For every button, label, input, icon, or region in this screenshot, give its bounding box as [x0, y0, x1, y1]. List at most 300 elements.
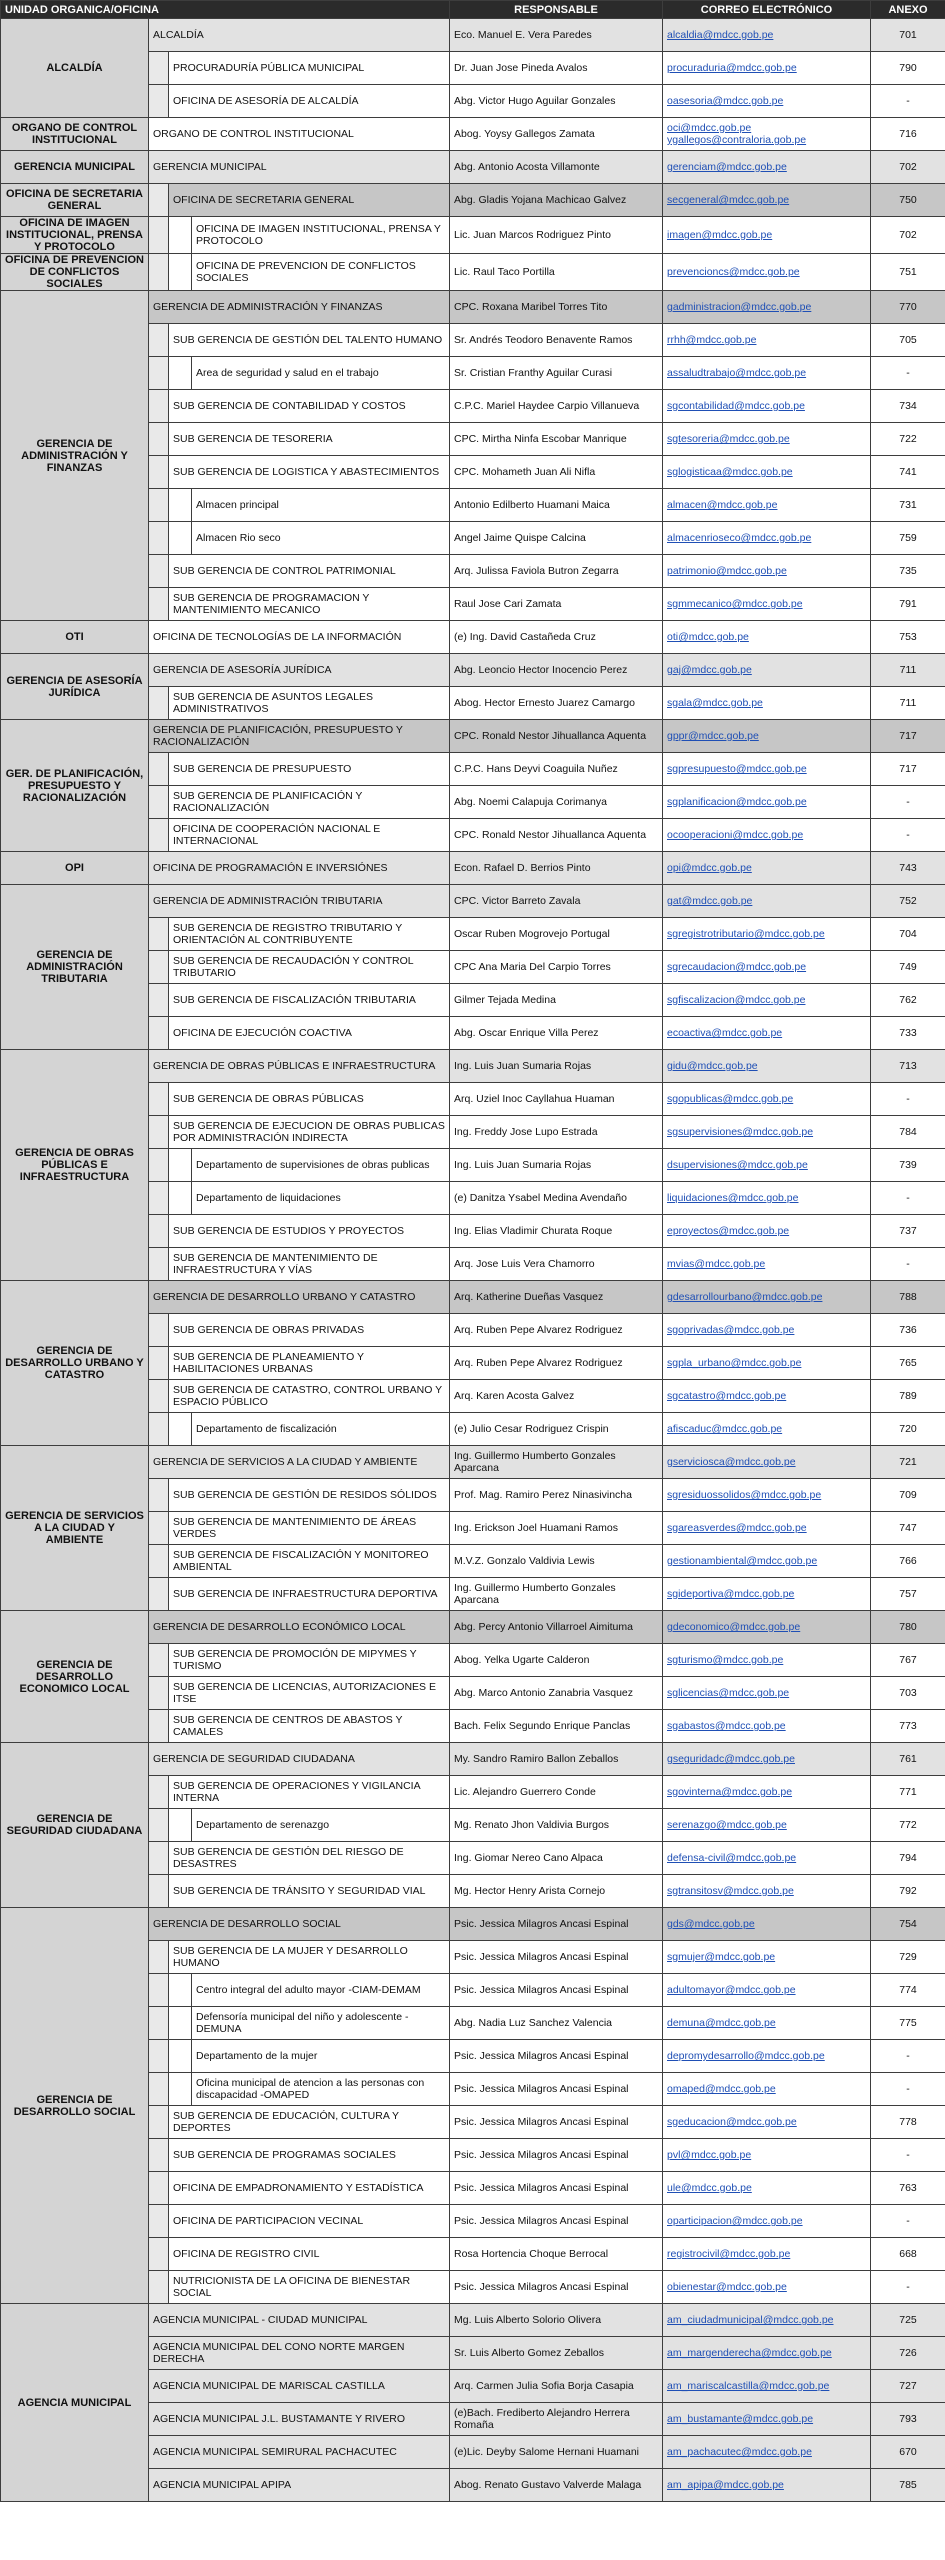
email-link[interactable]: alcaldia@mdcc.gob.pe	[667, 29, 774, 41]
annex-number: -	[871, 357, 945, 390]
office-name: Departamento de la mujer	[192, 2040, 450, 2073]
responsible-name: Psic. Jessica Milagros Ancasi Espinal	[450, 2073, 663, 2106]
table-row	[1, 654, 945, 687]
email-cell	[663, 885, 871, 918]
email-link[interactable]: sglicencias@mdcc.gob.pe	[667, 1687, 790, 1699]
responsible-name: CPC. Ronald Nestor Jihuallanca Aquenta	[450, 819, 663, 852]
email-cell	[663, 1677, 871, 1710]
indent-spacer	[149, 1380, 169, 1413]
responsible-name: Sr. Luis Alberto Gomez Zeballos	[450, 2337, 663, 2370]
office-name: NUTRICIONISTA DE LA OFICINA DE BIENESTAR SOCIAL	[169, 2271, 450, 2304]
responsible-name: Psic. Jessica Milagros Ancasi Espinal	[450, 2205, 663, 2238]
annex-number: 717	[871, 720, 945, 753]
email-link[interactable]: oasesoria@mdcc.gob.pe	[667, 95, 784, 107]
office-name: Almacen Rio seco	[192, 522, 450, 555]
group-name: GERENCIA DE OBRAS PÚBLICAS E INFRAESTRUCTURA	[1, 1050, 149, 1281]
email-cell	[663, 151, 871, 184]
email-link[interactable]: sgopublicas@mdcc.gob.pe	[667, 1093, 794, 1105]
email-link[interactable]: ocooperacioni@mdcc.gob.pe	[667, 829, 804, 841]
email-link[interactable]: almacenrioseco@mdcc.gob.pe	[667, 532, 812, 544]
office-name: OFICINA DE ASESORÍA DE ALCALDÍA	[169, 85, 450, 118]
office-name: AGENCIA MUNICIPAL DEL CONO NORTE MARGEN DERECHA	[149, 2337, 450, 2370]
email-cell	[663, 2073, 871, 2106]
email-link[interactable]: imagen@mdcc.gob.pe	[667, 229, 773, 241]
office-name: Departamento de liquidaciones	[192, 1182, 450, 1215]
annex-number: 784	[871, 1116, 945, 1149]
email-link[interactable]: sgfiscalizacion@mdcc.gob.pe	[667, 994, 806, 1006]
annex-number: 736	[871, 1314, 945, 1347]
responsible-name: Dr. Juan Jose Pineda Avalos	[450, 52, 663, 85]
office-name: SUB GERENCIA DE OBRAS PÚBLICAS	[169, 1083, 450, 1116]
email-cell	[663, 2337, 871, 2370]
responsible-name: Prof. Mag. Ramiro Perez Ninasivincha	[450, 1479, 663, 1512]
email-cell	[663, 1875, 871, 1908]
email-link[interactable]: gppr@mdcc.gob.pe	[667, 730, 759, 742]
indent-spacer	[149, 2040, 169, 2073]
office-name: SUB GERENCIA DE GESTIÓN DEL RIESGO DE DESASTRES	[169, 1842, 450, 1875]
email-link[interactable]: mvias@mdcc.gob.pe	[667, 1258, 766, 1270]
annex-number: 741	[871, 456, 945, 489]
office-name: SUB GERENCIA DE GESTIÓN DE RESIDOS SÓLIDOS	[169, 1479, 450, 1512]
annex-number: 780	[871, 1611, 945, 1644]
annex-number: -	[871, 2271, 945, 2304]
office-name: OFICINA DE SECRETARIA GENERAL	[169, 184, 450, 217]
annex-number: 668	[871, 2238, 945, 2271]
office-name: SUB GERENCIA DE PROMOCIÓN DE MIPYMES Y TURISMO	[169, 1644, 450, 1677]
email-link[interactable]: sgoprivadas@mdcc.gob.pe	[667, 1324, 795, 1336]
email-link[interactable]: prevencioncs@mdcc.gob.pe	[667, 266, 800, 278]
email-link[interactable]: sgmujer@mdcc.gob.pe	[667, 1951, 776, 1963]
responsible-name: Ing. Luis Juan Sumaria Rojas	[450, 1050, 663, 1083]
office-name: Oficina municipal de atencion a las personas con discapacidad -OMAPED	[192, 2073, 450, 2106]
email-cell	[663, 254, 871, 291]
email-link[interactable]: oti@mdcc.gob.pe	[667, 631, 749, 643]
email-cell	[663, 621, 871, 654]
email-cell	[663, 1380, 871, 1413]
email-cell	[663, 1116, 871, 1149]
email-link[interactable]: defensa-civil@mdcc.gob.pe	[667, 1852, 797, 1864]
office-name: SUB GERENCIA DE LA MUJER Y DESARROLLO HUMANO	[169, 1941, 450, 1974]
office-name: SUB GERENCIA DE FISCALIZACIÓN TRIBUTARIA	[169, 984, 450, 1017]
indent-spacer	[149, 786, 169, 819]
office-name: AGENCIA MUNICIPAL APIPA	[149, 2469, 450, 2502]
email-link[interactable]: am_bustamante@mdcc.gob.pe	[667, 2413, 814, 2425]
responsible-name: Abg. Gladis Yojana Machicao Galvez	[450, 184, 663, 217]
annex-number: 701	[871, 19, 945, 52]
group-name: OFICINA DE PREVENCION DE CONFLICTOS SOCIALES	[1, 254, 149, 291]
email-link[interactable]: sgcontabilidad@mdcc.gob.pe	[667, 400, 805, 412]
annex-number: 789	[871, 1380, 945, 1413]
office-name: GERENCIA DE ASESORÍA JURÍDICA	[149, 654, 450, 687]
indent-spacer	[169, 1809, 192, 1842]
email-cell	[663, 1413, 871, 1446]
responsible-name: Sr. Cristian Franthy Aguilar Curasi	[450, 357, 663, 390]
responsible-name: M.V.Z. Gonzalo Valdivia Lewis	[450, 1545, 663, 1578]
table-row	[1, 1908, 945, 1941]
office-name: SUB GERENCIA DE TESORERIA	[169, 423, 450, 456]
email-link[interactable]: assaludtrabajo@mdcc.gob.pe	[667, 367, 807, 379]
email-cell	[663, 456, 871, 489]
indent-spacer	[149, 423, 169, 456]
office-name: SUB GERENCIA DE CENTROS DE ABASTOS Y CAMALES	[169, 1710, 450, 1743]
email-link[interactable]: obienestar@mdcc.gob.pe	[667, 2281, 787, 2293]
email-link[interactable]: patrimonio@mdcc.gob.pe	[667, 565, 787, 577]
table-row	[1, 254, 945, 291]
annex-number: 739	[871, 1149, 945, 1182]
annex-number: 778	[871, 2106, 945, 2139]
header-unit: UNIDAD ORGANICA/OFICINA	[1, 1, 450, 19]
annex-number: 726	[871, 2337, 945, 2370]
email-link[interactable]: am_pachacutec@mdcc.gob.pe	[667, 2446, 812, 2458]
email-link[interactable]: sgpla_urbano@mdcc.gob.pe	[667, 1357, 802, 1369]
responsible-name: Abg. Victor Hugo Aguilar Gonzales	[450, 85, 663, 118]
office-name: GERENCIA DE SERVICIOS A LA CIUDAD Y AMBIENTE	[149, 1446, 450, 1479]
responsible-name: (e)Lic. Deyby Salome Hernani Huamani	[450, 2436, 663, 2469]
email-link[interactable]: sgovinterna@mdcc.gob.pe	[667, 1786, 793, 1798]
indent-spacer	[149, 2073, 169, 2106]
indent-spacer	[149, 1644, 169, 1677]
email-cell	[663, 588, 871, 621]
email-cell	[663, 1050, 871, 1083]
responsible-name: Ing. Guillermo Humberto Gonzales Aparcana	[450, 1578, 663, 1611]
email-cell	[663, 1083, 871, 1116]
email-link[interactable]: gdeconomico@mdcc.gob.pe	[667, 1621, 801, 1633]
email-link[interactable]: pvl@mdcc.gob.pe	[667, 2149, 752, 2161]
email-link[interactable]: gadministracion@mdcc.gob.pe	[667, 301, 812, 313]
email-cell	[663, 118, 871, 151]
email-link[interactable]: gdesarrollourbano@mdcc.gob.pe	[667, 1291, 823, 1303]
responsible-name: Mg. Hector Henry Arista Cornejo	[450, 1875, 663, 1908]
email-link[interactable]: gat@mdcc.gob.pe	[667, 895, 753, 907]
email-cell	[663, 1281, 871, 1314]
group-name: OFICINA DE SECRETARIA GENERAL	[1, 184, 149, 217]
annex-number: 771	[871, 1776, 945, 1809]
indent-spacer	[149, 390, 169, 423]
annex-number: 702	[871, 151, 945, 184]
annex-number: 757	[871, 1578, 945, 1611]
office-name: SUB GERENCIA DE FISCALIZACIÓN Y MONITOREO AMBIENTAL	[169, 1545, 450, 1578]
indent-spacer	[149, 1974, 169, 2007]
responsible-name: Arq. Ruben Pepe Alvarez Rodriguez	[450, 1314, 663, 1347]
office-name: Departamento de fiscalización	[192, 1413, 450, 1446]
email-link[interactable]: sgresiduossolidos@mdcc.gob.pe	[667, 1489, 822, 1501]
email-cell	[663, 1710, 871, 1743]
office-name: SUB GERENCIA DE CONTABILIDAD Y COSTOS	[169, 390, 450, 423]
indent-spacer	[149, 1941, 169, 1974]
email-cell	[663, 687, 871, 720]
email-link[interactable]: am_mariscalcastilla@mdcc.gob.pe	[667, 2380, 830, 2392]
email-link[interactable]: sgturismo@mdcc.gob.pe	[667, 1654, 784, 1666]
email-link[interactable]: sgmmecanico@mdcc.gob.pe	[667, 598, 803, 610]
responsible-name: Angel Jaime Quispe Calcina	[450, 522, 663, 555]
indent-spacer	[149, 819, 169, 852]
email-link[interactable]: sgareasverdes@mdcc.gob.pe	[667, 1522, 807, 1534]
email-link[interactable]: depromydesarrollo@mdcc.gob.pe	[667, 2050, 825, 2062]
email-link[interactable]: sgala@mdcc.gob.pe	[667, 697, 763, 709]
email-link[interactable]: gidu@mdcc.gob.pe	[667, 1060, 758, 1072]
email-cell	[663, 1479, 871, 1512]
email-link[interactable]: sgabastos@mdcc.gob.pe	[667, 1720, 786, 1732]
annex-number: -	[871, 819, 945, 852]
office-name: SUB GERENCIA DE MANTENIMIENTO DE INFRAESTRUCTURA Y VÍAS	[169, 1248, 450, 1281]
responsible-name: Psic. Jessica Milagros Ancasi Espinal	[450, 2139, 663, 2172]
indent-spacer	[149, 1776, 169, 1809]
annex-number: 750	[871, 184, 945, 217]
office-name: OFICINA DE PROGRAMACIÓN E INVERSIÓNES	[149, 852, 450, 885]
email-link[interactable]: afiscaduc@mdcc.gob.pe	[667, 1423, 783, 1435]
email-link[interactable]: ule@mdcc.gob.pe	[667, 2182, 752, 2194]
indent-spacer	[169, 1149, 192, 1182]
responsible-name: CPC. Mirtha Ninfa Escobar Manrique	[450, 423, 663, 456]
indent-spacer	[169, 357, 192, 390]
indent-spacer	[149, 2172, 169, 2205]
email-cell	[663, 1446, 871, 1479]
annex-number: 737	[871, 1215, 945, 1248]
email-link[interactable]: gserviciosca@mdcc.gob.pe	[667, 1456, 796, 1468]
table-row	[1, 118, 945, 151]
email-link[interactable]: dsupervisiones@mdcc.gob.pe	[667, 1159, 808, 1171]
indent-spacer	[169, 217, 192, 254]
annex-number: 711	[871, 687, 945, 720]
office-name: SUB GERENCIA DE MANTENIMIENTO DE ÁREAS VERDES	[169, 1512, 450, 1545]
office-name: GERENCIA DE DESARROLLO URBANO Y CATASTRO	[149, 1281, 450, 1314]
email-link[interactable]: sgregistrotributario@mdcc.gob.pe	[667, 928, 825, 940]
responsible-name: Abg. Percy Antonio Villarroel Aimituma	[450, 1611, 663, 1644]
email-link[interactable]: sgtesoreria@mdcc.gob.pe	[667, 433, 790, 445]
annex-number: 727	[871, 2370, 945, 2403]
email-link[interactable]: sgtransitosv@mdcc.gob.pe	[667, 1885, 794, 1897]
email-link[interactable]: serenazgo@mdcc.gob.pe	[667, 1819, 787, 1831]
indent-spacer	[149, 1578, 169, 1611]
office-name: AGENCIA MUNICIPAL J.L. BUSTAMANTE Y RIVERO	[149, 2403, 450, 2436]
indent-spacer	[149, 1677, 169, 1710]
annex-number: 762	[871, 984, 945, 1017]
office-name: GERENCIA DE SEGURIDAD CIUDADANA	[149, 1743, 450, 1776]
table-row	[1, 1743, 945, 1776]
group-name: GERENCIA DE DESARROLLO URBANO Y CATASTRO	[1, 1281, 149, 1446]
responsible-name: Gilmer Tejada Medina	[450, 984, 663, 1017]
email-link[interactable]: am_margenderecha@mdcc.gob.pe	[667, 2347, 832, 2359]
responsible-name: Psic. Jessica Milagros Ancasi Espinal	[450, 1974, 663, 2007]
table-row	[1, 184, 945, 217]
email-cell	[663, 2040, 871, 2073]
annex-number: 761	[871, 1743, 945, 1776]
indent-spacer	[169, 489, 192, 522]
email-cell	[663, 1149, 871, 1182]
responsible-name: Lic. Raul Taco Portilla	[450, 254, 663, 291]
email-cell	[663, 217, 871, 254]
email-cell	[663, 1974, 871, 2007]
annex-number: 735	[871, 555, 945, 588]
responsible-name: C.P.C. Hans Deyvi Coaguila Nuñez	[450, 753, 663, 786]
header-email: CORREO ELECTRÓNICO	[663, 1, 871, 19]
header-row	[1, 1, 945, 19]
office-name: SUB GERENCIA DE REGISTRO TRIBUTARIO Y ORIENTACIÓN AL CONTRIBUYENTE	[169, 918, 450, 951]
annex-number: 733	[871, 1017, 945, 1050]
email-link[interactable]: oci@mdcc.gob.pe ygallegos@contraloria.gob.pe	[667, 122, 807, 146]
indent-spacer	[149, 588, 169, 621]
email-link[interactable]: opi@mdcc.gob.pe	[667, 862, 752, 874]
email-link[interactable]: sgeducacion@mdcc.gob.pe	[667, 2116, 797, 2128]
table-row	[1, 1050, 945, 1083]
email-cell	[663, 184, 871, 217]
indent-spacer	[149, 555, 169, 588]
indent-spacer	[149, 1413, 169, 1446]
indent-spacer	[149, 918, 169, 951]
responsible-name: (e) Danitza Ysabel Medina Avendaño	[450, 1182, 663, 1215]
email-cell	[663, 1809, 871, 1842]
email-link[interactable]: gaj@mdcc.gob.pe	[667, 664, 752, 676]
responsible-name: (e) Ing. David Castañeda Cruz	[450, 621, 663, 654]
indent-spacer	[149, 2106, 169, 2139]
email-link[interactable]: sgpresupuesto@mdcc.gob.pe	[667, 763, 807, 775]
annex-number: 749	[871, 951, 945, 984]
email-link[interactable]: secgeneral@mdcc.gob.pe	[667, 194, 790, 206]
annex-number: -	[871, 85, 945, 118]
email-link[interactable]: sgrecaudacion@mdcc.gob.pe	[667, 961, 807, 973]
email-link[interactable]: sgideportiva@mdcc.gob.pe	[667, 1588, 795, 1600]
email-link[interactable]: sglogisticaa@mdcc.gob.pe	[667, 466, 793, 478]
responsible-name: Ing. Elias Vladimir Churata Roque	[450, 1215, 663, 1248]
email-link[interactable]: procuraduria@mdcc.gob.pe	[667, 62, 797, 74]
indent-spacer	[169, 1974, 192, 2007]
table-row	[1, 151, 945, 184]
email-link[interactable]: am_ciudadmunicipal@mdcc.gob.pe	[667, 2314, 834, 2326]
email-link[interactable]: sgsupervisiones@mdcc.gob.pe	[667, 1126, 814, 1138]
email-link[interactable]: ecoactiva@mdcc.gob.pe	[667, 1027, 783, 1039]
email-cell	[663, 291, 871, 324]
table-row	[1, 19, 945, 52]
email-link[interactable]: demuna@mdcc.gob.pe	[667, 2017, 776, 2029]
email-link[interactable]: gerenciam@mdcc.gob.pe	[667, 161, 787, 173]
office-name: GERENCIA DE ADMINISTRACIÓN TRIBUTARIA	[149, 885, 450, 918]
email-link[interactable]: rrhh@mdcc.gob.pe	[667, 334, 757, 346]
indent-spacer	[149, 456, 169, 489]
email-link[interactable]: sgplanificacion@mdcc.gob.pe	[667, 796, 807, 808]
annex-number: 767	[871, 1644, 945, 1677]
office-name: OFICINA DE EMPADRONAMIENTO Y ESTADÍSTICA	[169, 2172, 450, 2205]
indent-spacer	[149, 254, 169, 291]
responsible-name: Rosa Hortencia Choque Berrocal	[450, 2238, 663, 2271]
table-row	[1, 217, 945, 254]
email-cell	[663, 2172, 871, 2205]
indent-spacer	[169, 2040, 192, 2073]
indent-spacer	[149, 1215, 169, 1248]
responsible-name: Mg. Renato Jhon Valdivia Burgos	[450, 1809, 663, 1842]
email-cell	[663, 357, 871, 390]
indent-spacer	[169, 2073, 192, 2106]
email-link[interactable]: omaped@mdcc.gob.pe	[667, 2083, 776, 2095]
email-cell	[663, 852, 871, 885]
annex-number: 773	[871, 1710, 945, 1743]
header-responsible: RESPONSABLE	[450, 1, 663, 19]
office-name: SUB GERENCIA DE CONTROL PATRIMONIAL	[169, 555, 450, 588]
office-name: AGENCIA MUNICIPAL SEMIRURAL PACHACUTEC	[149, 2436, 450, 2469]
annex-number: 713	[871, 1050, 945, 1083]
office-name: SUB GERENCIA DE EJECUCION DE OBRAS PUBLICAS POR ADMINISTRACIÓN INDIRECTA	[169, 1116, 450, 1149]
responsible-name: Arq. Ruben Pepe Alvarez Rodriguez	[450, 1347, 663, 1380]
email-cell	[663, 423, 871, 456]
indent-spacer	[149, 951, 169, 984]
email-cell	[663, 753, 871, 786]
office-name: SUB GERENCIA DE TRÁNSITO Y SEGURIDAD VIAL	[169, 1875, 450, 1908]
email-link[interactable]: gds@mdcc.gob.pe	[667, 1918, 755, 1930]
group-name: GER. DE PLANIFICACIÓN, PRESUPUESTO Y RACIONALIZACIÓN	[1, 720, 149, 852]
email-cell	[663, 2238, 871, 2271]
email-cell	[663, 1842, 871, 1875]
office-name: SUB GERENCIA DE GESTIÓN DEL TALENTO HUMANO	[169, 324, 450, 357]
email-link[interactable]: liquidaciones@mdcc.gob.pe	[667, 1192, 799, 1204]
annex-number: 792	[871, 1875, 945, 1908]
office-name: AGENCIA MUNICIPAL - CIUDAD MUNICIPAL	[149, 2304, 450, 2337]
email-cell	[663, 1941, 871, 1974]
indent-spacer	[149, 1083, 169, 1116]
indent-spacer	[169, 254, 192, 291]
responsible-name: Mg. Luis Alberto Solorio Olivera	[450, 2304, 663, 2337]
email-link[interactable]: oparticipacion@mdcc.gob.pe	[667, 2215, 803, 2227]
annex-number: 705	[871, 324, 945, 357]
annex-number: 703	[871, 1677, 945, 1710]
email-cell	[663, 984, 871, 1017]
responsible-name: (e)Bach. Frediberto Alejandro Herrera Romaña	[450, 2403, 663, 2436]
indent-spacer	[149, 1710, 169, 1743]
responsible-name: Abog. Yelka Ugarte Calderon	[450, 1644, 663, 1677]
group-name: OPI	[1, 852, 149, 885]
responsible-name: Arq. Carmen Julia Sofia Borja Casapia	[450, 2370, 663, 2403]
annex-number: 752	[871, 885, 945, 918]
office-name: Defensoría municipal del niño y adolescente -DEMUNA	[192, 2007, 450, 2040]
indent-spacer	[149, 1479, 169, 1512]
responsible-name: Oscar Ruben Mogrovejo Portugal	[450, 918, 663, 951]
email-link[interactable]: gseguridadc@mdcc.gob.pe	[667, 1753, 795, 1765]
indent-spacer	[149, 1545, 169, 1578]
office-name: AGENCIA MUNICIPAL DE MARISCAL CASTILLA	[149, 2370, 450, 2403]
office-name: OFICINA DE PARTICIPACION VECINAL	[169, 2205, 450, 2238]
office-name: SUB GERENCIA DE PLANEAMIENTO Y HABILITACIONES URBANAS	[169, 1347, 450, 1380]
office-name: SUB GERENCIA DE PRESUPUESTO	[169, 753, 450, 786]
email-cell	[663, 786, 871, 819]
annex-number: 731	[871, 489, 945, 522]
email-cell	[663, 2370, 871, 2403]
office-name: SUB GERENCIA DE OBRAS PRIVADAS	[169, 1314, 450, 1347]
office-name: SUB GERENCIA DE INFRAESTRUCTURA DEPORTIVA	[169, 1578, 450, 1611]
annex-number: 793	[871, 2403, 945, 2436]
email-link[interactable]: gestionambiental@mdcc.gob.pe	[667, 1555, 818, 1567]
email-link[interactable]: registrocivil@mdcc.gob.pe	[667, 2248, 791, 2260]
email-link[interactable]: sgcatastro@mdcc.gob.pe	[667, 1390, 787, 1402]
email-cell	[663, 2139, 871, 2172]
responsible-name: Abog. Hector Ernesto Juarez Camargo	[450, 687, 663, 720]
email-cell	[663, 1248, 871, 1281]
group-name: OTI	[1, 621, 149, 654]
group-name: GERENCIA DE SEGURIDAD CIUDADANA	[1, 1743, 149, 1908]
email-link[interactable]: almacen@mdcc.gob.pe	[667, 499, 778, 511]
email-cell	[663, 1545, 871, 1578]
table-row	[1, 1281, 945, 1314]
email-cell	[663, 1776, 871, 1809]
group-name: ORGANO DE CONTROL INSTITUCIONAL	[1, 118, 149, 151]
email-link[interactable]: eproyectos@mdcc.gob.pe	[667, 1225, 790, 1237]
annex-number: 709	[871, 1479, 945, 1512]
email-link[interactable]: adultomayor@mdcc.gob.pe	[667, 1984, 796, 1996]
email-link[interactable]: am_apipa@mdcc.gob.pe	[667, 2479, 784, 2491]
responsible-name: Antonio Edilberto Huamani Maica	[450, 489, 663, 522]
annex-number: 734	[871, 390, 945, 423]
email-cell	[663, 1512, 871, 1545]
indent-spacer	[169, 2007, 192, 2040]
group-name: ALCALDÍA	[1, 19, 149, 118]
responsible-name: Sr. Andrés Teodoro Benavente Ramos	[450, 324, 663, 357]
